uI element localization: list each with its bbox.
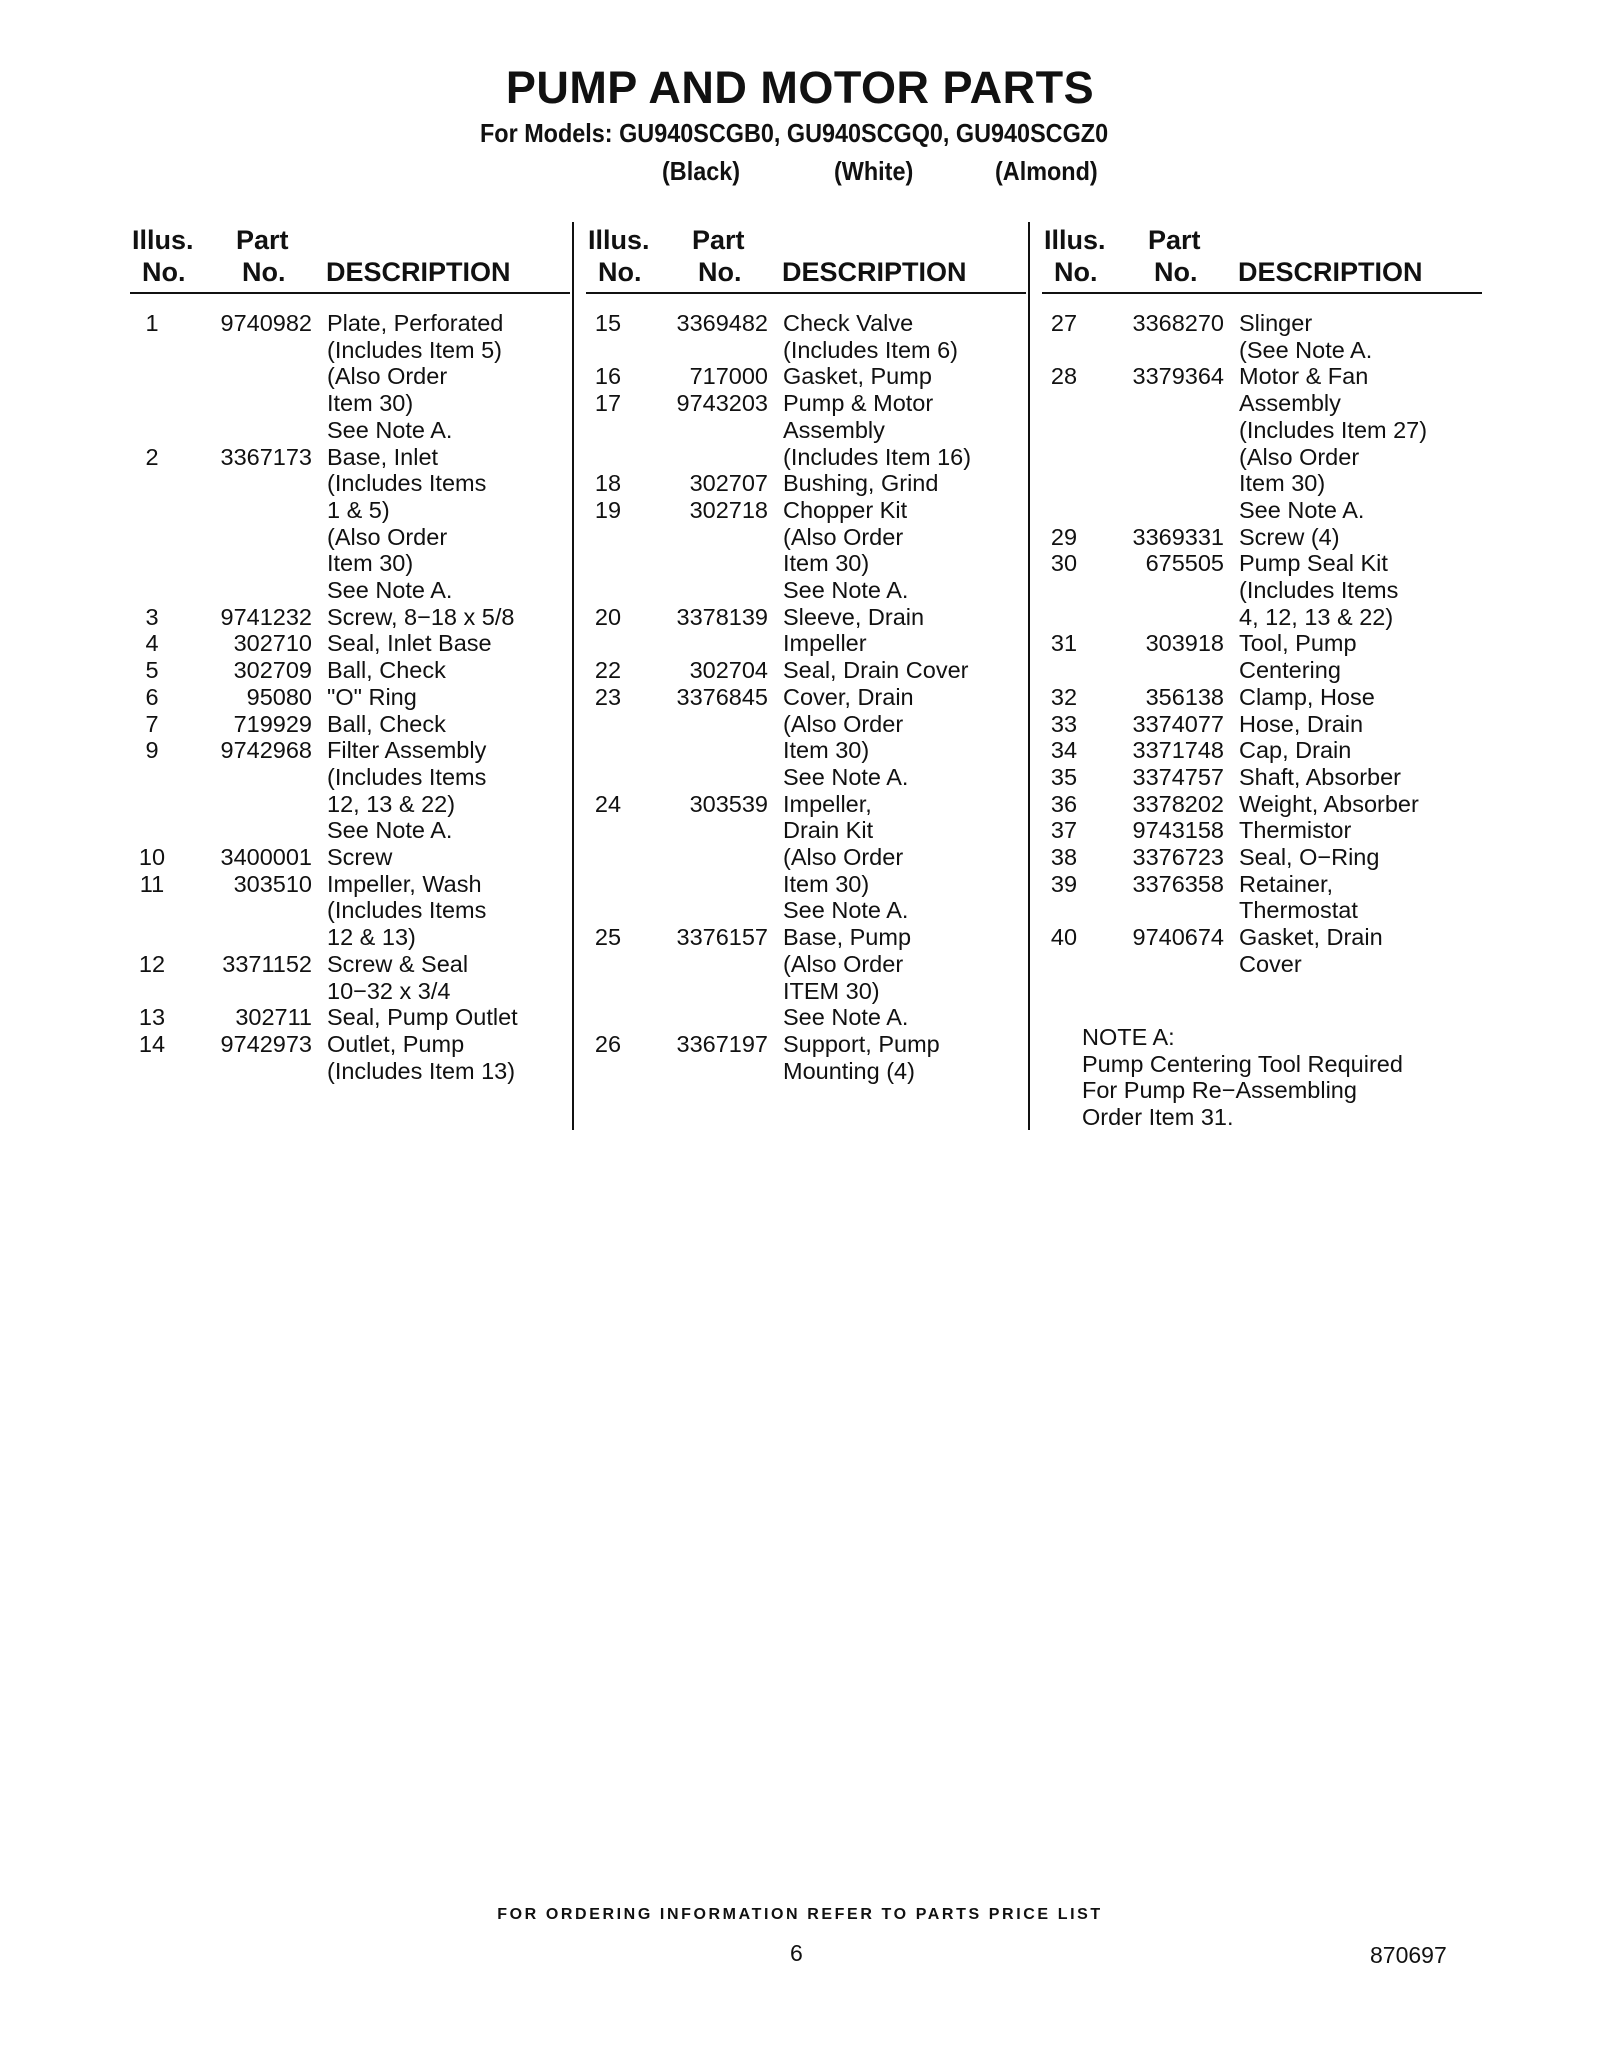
part-number: 9743158	[1132, 817, 1224, 844]
part-description	[1239, 924, 1482, 977]
description-line: See Note A.	[327, 416, 453, 443]
illus-number: 2	[145, 443, 159, 470]
part-number: 3371748	[1132, 737, 1224, 764]
part-description	[327, 951, 570, 1004]
part-row	[586, 363, 1026, 390]
illus-number: 13	[138, 1004, 166, 1031]
description-line: See Note A.	[327, 817, 453, 844]
description-line: Drain Kit	[783, 817, 874, 844]
part-row	[130, 657, 570, 684]
description-line: (Includes Item 13)	[327, 1057, 516, 1084]
part-row	[1042, 711, 1482, 738]
part-description	[327, 604, 570, 631]
part-row	[586, 470, 1026, 497]
illus-number: 35	[1050, 763, 1078, 790]
description-line: Impeller	[783, 630, 867, 657]
part-description	[1239, 737, 1482, 764]
part-row	[1042, 791, 1482, 818]
illus-number: 37	[1050, 817, 1078, 844]
description-line: Ball, Check	[327, 710, 446, 737]
part-header: Part	[1148, 225, 1201, 255]
part-description	[1239, 310, 1482, 363]
part-description	[783, 497, 1026, 604]
illus-no-header: No.	[142, 257, 186, 287]
description-line: (Also Order	[783, 844, 904, 871]
description-line: Screw, 8−18 x 5/8	[327, 603, 515, 630]
part-number: 3374077	[1132, 710, 1224, 737]
part-description	[783, 390, 1026, 470]
description-line: Item 30)	[1239, 470, 1326, 497]
part-number: 3376157	[676, 924, 768, 951]
description-header: DESCRIPTION	[326, 257, 511, 287]
part-number: 302704	[689, 657, 768, 684]
description-line: Gasket, Drain	[1239, 924, 1383, 951]
illus-header: Illus.	[1044, 225, 1106, 255]
part-description	[783, 310, 1026, 363]
part-number: 303510	[233, 870, 312, 897]
illus-number: 33	[1050, 710, 1078, 737]
description-line: Hose, Drain	[1239, 710, 1364, 737]
part-no-header: No.	[1154, 257, 1198, 287]
part-description	[783, 1031, 1026, 1084]
part-row	[1042, 844, 1482, 871]
description-line: See Note A.	[783, 763, 909, 790]
description-line: Screw & Seal	[327, 950, 469, 977]
description-line: Chopper Kit	[783, 496, 908, 523]
part-row	[1042, 871, 1482, 924]
parts-list	[586, 310, 1026, 1084]
part-row	[1042, 737, 1482, 764]
part-no-header: No.	[698, 257, 742, 287]
illus-number: 5	[145, 657, 159, 684]
part-row	[130, 310, 570, 444]
description-line: See Note A.	[1239, 496, 1365, 523]
illus-number: 32	[1050, 683, 1078, 710]
part-row	[130, 630, 570, 657]
part-description	[327, 871, 570, 951]
parts-list	[1042, 310, 1482, 978]
part-description	[327, 657, 570, 684]
part-number: 3376358	[1132, 870, 1224, 897]
part-description	[327, 737, 570, 844]
part-number: 719929	[233, 710, 312, 737]
part-row	[130, 684, 570, 711]
description-line: Centering	[1239, 657, 1341, 684]
description-line: Slinger	[1239, 310, 1313, 336]
illus-number: 24	[594, 790, 622, 817]
part-number: 3376845	[676, 683, 768, 710]
part-number: 9742973	[220, 1030, 312, 1057]
illus-number: 25	[594, 924, 622, 951]
part-description	[1239, 363, 1482, 523]
parts-column-2	[586, 222, 1026, 1084]
description-line: See Note A.	[783, 1004, 909, 1031]
description-line: Thermostat	[1239, 897, 1358, 924]
illus-number: 9	[145, 737, 159, 764]
part-row	[130, 1004, 570, 1031]
part-number: 356138	[1145, 683, 1224, 710]
part-number: 9740674	[1132, 924, 1224, 951]
description-line: (Also Order	[1239, 443, 1360, 470]
part-description	[1239, 711, 1482, 738]
description-line: See Note A.	[327, 577, 453, 604]
illus-no-header: No.	[598, 257, 642, 287]
color-white: (White)	[834, 156, 914, 186]
part-row	[1042, 363, 1482, 523]
description-line: Gasket, Pump	[783, 363, 932, 390]
description-line: Impeller,	[783, 790, 872, 817]
description-line: ITEM 30)	[783, 977, 880, 1004]
description-line: Weight, Absorber	[1239, 790, 1419, 817]
illus-number: 4	[145, 630, 159, 657]
description-line: Outlet, Pump	[327, 1030, 465, 1057]
description-line: Assembly	[783, 416, 885, 443]
description-line: (See Note A.	[1239, 336, 1373, 363]
description-line: Check Valve	[783, 310, 914, 336]
page-title: PUMP AND MOTOR PARTS	[505, 62, 1095, 113]
description-line: 12 & 13)	[327, 924, 416, 951]
note-a	[1082, 1024, 1403, 1131]
part-row	[130, 711, 570, 738]
description-line: See Note A.	[783, 897, 909, 924]
illus-number: 7	[145, 710, 159, 737]
part-description	[327, 684, 570, 711]
illus-number: 38	[1050, 844, 1078, 871]
color-black: (Black)	[662, 156, 741, 186]
description-line: "O" Ring	[327, 683, 417, 710]
description-line: (Also Order	[783, 523, 904, 550]
part-row	[130, 604, 570, 631]
part-number: 717000	[689, 363, 768, 390]
description-line: (Includes Items	[1239, 577, 1399, 604]
illus-header: Illus.	[132, 225, 194, 255]
illus-number: 11	[139, 870, 165, 897]
description-line: Seal, Drain Cover	[783, 657, 969, 684]
part-description	[327, 630, 570, 657]
part-number: 675505	[1145, 550, 1224, 577]
description-line: Seal, Inlet Base	[327, 630, 492, 657]
part-description	[1239, 550, 1482, 630]
part-number: 303539	[689, 790, 768, 817]
part-description	[1239, 871, 1482, 924]
part-row	[586, 684, 1026, 791]
part-number: 3368270	[1132, 310, 1224, 336]
part-number: 302710	[233, 630, 312, 657]
part-description	[327, 444, 570, 604]
description-line: Screw	[327, 844, 393, 871]
description-line: (Also Order	[327, 523, 448, 550]
illus-number: 40	[1050, 924, 1078, 951]
part-row	[130, 1031, 570, 1084]
part-number: 303918	[1145, 630, 1224, 657]
parts-list	[130, 310, 570, 1084]
description-line: 12, 13 & 22)	[327, 790, 456, 817]
part-description	[1239, 630, 1482, 683]
description-line: Base, Pump	[783, 924, 912, 951]
part-row	[586, 390, 1026, 470]
description-line: (Includes Items	[327, 763, 487, 790]
illus-number: 6	[145, 683, 159, 710]
illus-number: 15	[594, 310, 622, 336]
description-line: Cap, Drain	[1239, 737, 1352, 764]
illus-number: 22	[594, 657, 622, 684]
part-row	[586, 604, 1026, 657]
description-line: (Includes Item 16)	[783, 443, 972, 470]
illus-number: 19	[594, 496, 622, 523]
description-line: Item 30)	[327, 390, 414, 417]
part-header: Part	[236, 225, 289, 255]
models-subtitle: For Models: GU940SCGB0, GU940SCGQ0, GU940SCGZ0	[480, 118, 1109, 148]
description-line: (Includes Item 5)	[327, 336, 503, 363]
illus-number: 30	[1050, 550, 1078, 577]
illus-number: 34	[1050, 737, 1078, 764]
column-header	[586, 222, 1026, 294]
note-line: Order Item 31.	[1082, 1104, 1234, 1131]
description-line: Base, Inlet	[327, 443, 439, 470]
illus-number: 10	[138, 844, 166, 871]
part-row	[586, 1031, 1026, 1084]
column-divider	[572, 222, 574, 1130]
description-line: (Includes Items	[327, 470, 487, 497]
part-row	[130, 844, 570, 871]
illus-number: 36	[1050, 790, 1078, 817]
illus-number: 31	[1050, 630, 1078, 657]
part-row	[1042, 764, 1482, 791]
description-line: Tool, Pump	[1239, 630, 1357, 657]
part-description	[1239, 524, 1482, 551]
part-description	[327, 844, 570, 871]
description-line: Cover, Drain	[783, 683, 914, 710]
description-line: Seal, Pump Outlet	[327, 1004, 518, 1031]
part-row	[1042, 630, 1482, 683]
description-line: Thermistor	[1239, 817, 1352, 844]
part-row	[586, 657, 1026, 684]
part-header: Part	[692, 225, 745, 255]
part-description	[327, 310, 570, 444]
parts-column-1	[130, 222, 570, 1084]
parts-column-3	[1042, 222, 1482, 977]
description-line: Shaft, Absorber	[1239, 763, 1401, 790]
part-description	[1239, 791, 1482, 818]
part-description	[1239, 844, 1482, 871]
column-header	[130, 222, 570, 294]
part-description	[783, 684, 1026, 791]
illus-number: 27	[1050, 310, 1078, 336]
description-line: 10−32 x 3/4	[327, 977, 451, 1004]
part-number: 3376723	[1132, 844, 1224, 871]
description-line: 4, 12, 13 & 22)	[1239, 603, 1394, 630]
part-description	[327, 711, 570, 738]
color-almond: (Almond)	[995, 156, 1098, 186]
description-line: Item 30)	[783, 870, 870, 897]
description-header: DESCRIPTION	[782, 257, 967, 287]
part-number: 3371152	[222, 950, 312, 977]
note-line: NOTE A:	[1082, 1024, 1175, 1050]
document-number: 870697	[1370, 1942, 1447, 1968]
illus-number: 20	[594, 603, 622, 630]
description-line: Impeller, Wash	[327, 870, 482, 897]
part-number: 3378202	[1132, 790, 1224, 817]
illus-number: 16	[594, 363, 622, 390]
part-row	[130, 444, 570, 604]
illus-number: 17	[594, 390, 622, 417]
part-number: 3379364	[1132, 363, 1224, 390]
part-row	[130, 951, 570, 1004]
part-description	[1239, 684, 1482, 711]
page-number: 6	[790, 1940, 803, 1966]
part-number: 302707	[689, 470, 768, 497]
part-row	[586, 924, 1026, 1031]
illus-number: 18	[594, 470, 622, 497]
description-line: 1 & 5)	[327, 496, 390, 523]
description-line: Assembly	[1239, 390, 1341, 417]
ordering-info-footer: FOR ORDERING INFORMATION REFER TO PARTS PRICE LIST	[497, 1906, 1103, 1923]
part-row	[586, 791, 1026, 925]
description-line: Ball, Check	[327, 657, 446, 684]
description-header: DESCRIPTION	[1238, 257, 1423, 287]
column-header	[1042, 222, 1482, 294]
description-line: Bushing, Grind	[783, 470, 939, 497]
description-line: Plate, Perforated	[327, 310, 504, 336]
part-description	[1239, 764, 1482, 791]
description-line: (Includes Items	[327, 897, 487, 924]
description-line: Mounting (4)	[783, 1057, 915, 1084]
illus-number: 29	[1050, 523, 1078, 550]
illus-number: 12	[138, 950, 166, 977]
column-divider	[1028, 222, 1030, 1130]
part-description	[783, 924, 1026, 1031]
part-no-header: No.	[242, 257, 286, 287]
part-row	[1042, 524, 1482, 551]
description-line: Item 30)	[327, 550, 414, 577]
illus-number: 14	[138, 1030, 166, 1057]
note-line: For Pump Re−Assembling	[1082, 1077, 1357, 1104]
description-line: Sleeve, Drain	[783, 603, 925, 630]
description-line: Cover	[1239, 950, 1302, 977]
part-row	[130, 871, 570, 951]
description-line: (Includes Item 6)	[783, 336, 959, 363]
illus-number: 3	[145, 603, 159, 630]
part-description	[783, 604, 1026, 657]
description-line: (Also Order	[327, 363, 448, 390]
illus-number: 39	[1050, 870, 1078, 897]
part-number: 302711	[235, 1004, 312, 1031]
part-row	[1042, 924, 1482, 977]
description-line: Filter Assembly	[327, 737, 487, 764]
part-description	[327, 1031, 570, 1084]
part-description	[783, 470, 1026, 497]
part-row	[1042, 817, 1482, 844]
description-line: Motor & Fan	[1239, 363, 1369, 390]
description-line: (Also Order	[783, 710, 904, 737]
illus-header: Illus.	[588, 225, 650, 255]
illus-number: 28	[1050, 363, 1078, 390]
description-line: Pump Seal Kit	[1239, 550, 1388, 577]
part-number: 302718	[689, 496, 768, 523]
part-number: 3369482	[676, 310, 768, 336]
description-line: (Also Order	[783, 950, 904, 977]
part-number: 3367173	[220, 443, 312, 470]
note-line: Pump Centering Tool Required	[1082, 1050, 1403, 1077]
description-line: Pump & Motor	[783, 390, 934, 417]
illus-number: 1	[145, 310, 159, 336]
description-line: Clamp, Hose	[1239, 683, 1375, 710]
part-description	[783, 791, 1026, 925]
part-row	[1042, 684, 1482, 711]
part-description	[327, 1004, 570, 1031]
part-number: 3400001	[220, 844, 312, 871]
part-row	[130, 737, 570, 844]
part-description	[1239, 817, 1482, 844]
part-number: 9742968	[220, 737, 312, 764]
description-line: Retainer,	[1239, 870, 1334, 897]
part-number: 3369331	[1132, 523, 1224, 550]
part-number: 9740982	[220, 310, 312, 336]
description-line: Support, Pump	[783, 1030, 940, 1057]
part-row	[1042, 550, 1482, 630]
part-number: 302709	[233, 657, 312, 684]
description-line: Item 30)	[783, 550, 870, 577]
illus-no-header: No.	[1054, 257, 1098, 287]
part-number: 9741232	[220, 603, 312, 630]
part-number: 9743203	[676, 390, 768, 417]
description-line: See Note A.	[783, 577, 909, 604]
illus-number: 26	[594, 1030, 622, 1057]
part-number: 3374757	[1132, 763, 1224, 790]
part-number: 3367197	[676, 1030, 768, 1057]
illus-number: 23	[594, 683, 622, 710]
part-description	[783, 657, 1026, 684]
description-line: Item 30)	[783, 737, 870, 764]
part-row	[586, 497, 1026, 604]
part-row	[586, 310, 1026, 363]
description-line: Screw (4)	[1239, 523, 1340, 550]
description-line: Seal, O−Ring	[1239, 844, 1380, 871]
part-number: 95080	[246, 683, 312, 710]
part-number: 3378139	[676, 603, 768, 630]
description-line: (Includes Item 27)	[1239, 416, 1428, 443]
part-row	[1042, 310, 1482, 363]
part-description	[783, 363, 1026, 390]
